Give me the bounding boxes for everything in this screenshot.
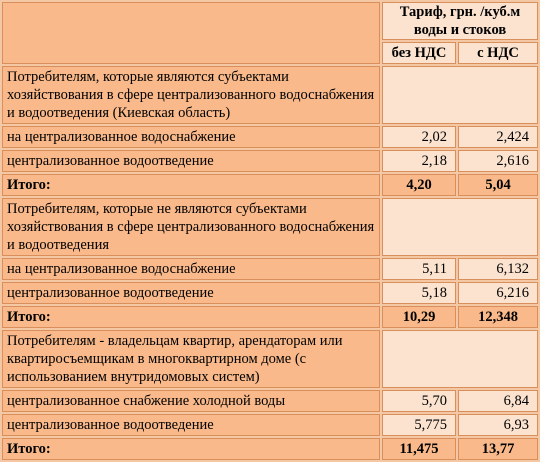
without-vat-header: без НДС [382, 42, 456, 64]
total-without-vat: 10,29 [382, 306, 456, 328]
value-without-vat: 2,02 [382, 126, 456, 148]
total-with-vat: 13,77 [458, 438, 538, 460]
table-row [2, 258, 538, 280]
value-with-vat: 2,424 [458, 126, 538, 148]
category-blank-cell [382, 66, 538, 124]
value-without-vat: 5,775 [382, 414, 456, 436]
total-without-vat: 11,475 [382, 438, 456, 460]
total-without-vat: 4,20 [382, 174, 456, 196]
value-without-vat: 5,11 [382, 258, 456, 280]
value-with-vat: 2,616 [458, 150, 538, 172]
tariff-header: Тариф, грн. /куб.м воды и стоков [382, 2, 538, 40]
table-row [2, 150, 538, 172]
header-blank-cell [2, 2, 380, 64]
category-blank-cell [382, 330, 538, 388]
header-row [2, 2, 538, 40]
category-label: Потребителям - владельцам квартир, арендаторам или квартиросъемщикам в многоквартирном доме (с использованием внутридомовых систем) [2, 330, 380, 388]
total-with-vat: 5,04 [458, 174, 538, 196]
category-row [2, 198, 538, 256]
total-row [2, 438, 538, 460]
table-row [2, 390, 538, 412]
value-with-vat: 6,132 [458, 258, 538, 280]
total-label: Итого: [2, 174, 380, 196]
value-without-vat: 5,70 [382, 390, 456, 412]
row-label: централизованное водоотведение [2, 150, 380, 172]
value-without-vat: 5,18 [382, 282, 456, 304]
row-label: на централизованное водоснабжение [2, 126, 380, 148]
total-with-vat: 12,348 [458, 306, 538, 328]
value-with-vat: 6,84 [458, 390, 538, 412]
value-without-vat: 2,18 [382, 150, 456, 172]
total-label: Итого: [2, 438, 380, 460]
table-row [2, 414, 538, 436]
value-with-vat: 6,216 [458, 282, 538, 304]
category-row [2, 330, 538, 388]
value-with-vat: 6,93 [458, 414, 538, 436]
total-label: Итого: [2, 306, 380, 328]
category-blank-cell [382, 198, 538, 256]
table-row [2, 282, 538, 304]
category-label: Потребителям, которые являются субъектами хозяйствования в сфере централизованного водоснабжения и водоотведения (Киевская область) [2, 66, 380, 124]
row-label: централизованное снабжение холодной воды [2, 390, 380, 412]
row-label: централизованное водоотведение [2, 282, 380, 304]
category-label: Потребителям, которые не являются субъектами хозяйствования в сфере централизованного водоснабжения и водоотведения [2, 198, 380, 256]
total-row [2, 174, 538, 196]
row-label: централизованное водоотведение [2, 414, 380, 436]
table-row [2, 126, 538, 148]
total-row [2, 306, 538, 328]
with-vat-header: с НДС [458, 42, 538, 64]
category-row [2, 66, 538, 124]
row-label: на централизованное водоснабжение [2, 258, 380, 280]
